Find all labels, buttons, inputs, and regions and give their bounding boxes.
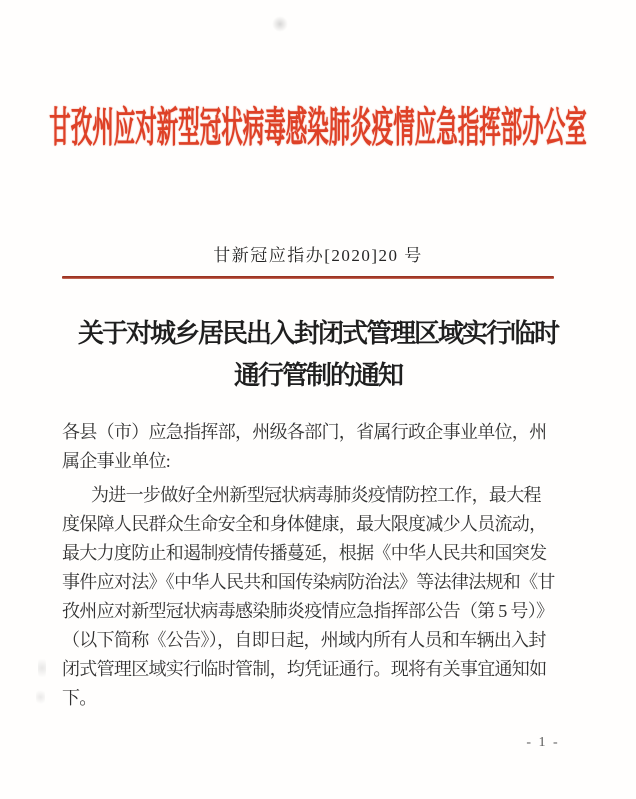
notice-title-line1: 关于对城乡居民出入封闭式管理区域实行临时: [77, 319, 558, 348]
red-header-text: 甘孜州应对新型冠状病毒感染肺炎疫情应急指挥部办公室: [49, 104, 587, 152]
notice-body: [62, 418, 562, 713]
scan-smudge: [272, 16, 288, 32]
salutation-line: 属企事业单位:: [62, 451, 171, 471]
body-line: 度保障人民群众生命安全和身体健康，最大限度减少人员流动，: [62, 514, 547, 534]
body-line: 事件应对法》《中华人民共和国传染病防治法》等法律法规和《甘: [62, 572, 555, 592]
scan-smudge: [38, 655, 46, 681]
red-header-title: [0, 103, 636, 153]
scan-smudge: [36, 688, 45, 706]
body-line: 为进一步做好全州新型冠状病毒肺炎疫情防控工作，最大程: [91, 485, 541, 505]
body-line: 闭式管理区域实行临时管制，均凭证通行。现将有关事宜通知如: [62, 659, 547, 679]
body-line: 下。: [62, 688, 97, 708]
doc-number: 甘新冠应指办[2020]20 号: [213, 246, 423, 265]
notice-title-line2: 通行管制的通知: [233, 361, 402, 390]
body-line: 孜州应对新型冠状病毒感染肺炎疫情应急指挥部公告（第 5 号）》: [62, 601, 554, 621]
salutation-line: 各县（市）应急指挥部，州级各部门，省属行政企事业单位，州: [62, 422, 547, 442]
body-line: （以下简称《公告》），自即日起，州域内所有人员和车辆出入封: [62, 630, 546, 650]
notice-title: [0, 313, 636, 397]
red-rule-divider: [62, 276, 554, 279]
page-number: - 1 -: [526, 735, 560, 750]
body-line: 最大力度防止和遏制疫情传播蔓延，根据《中华人民共和国突发: [62, 543, 547, 563]
